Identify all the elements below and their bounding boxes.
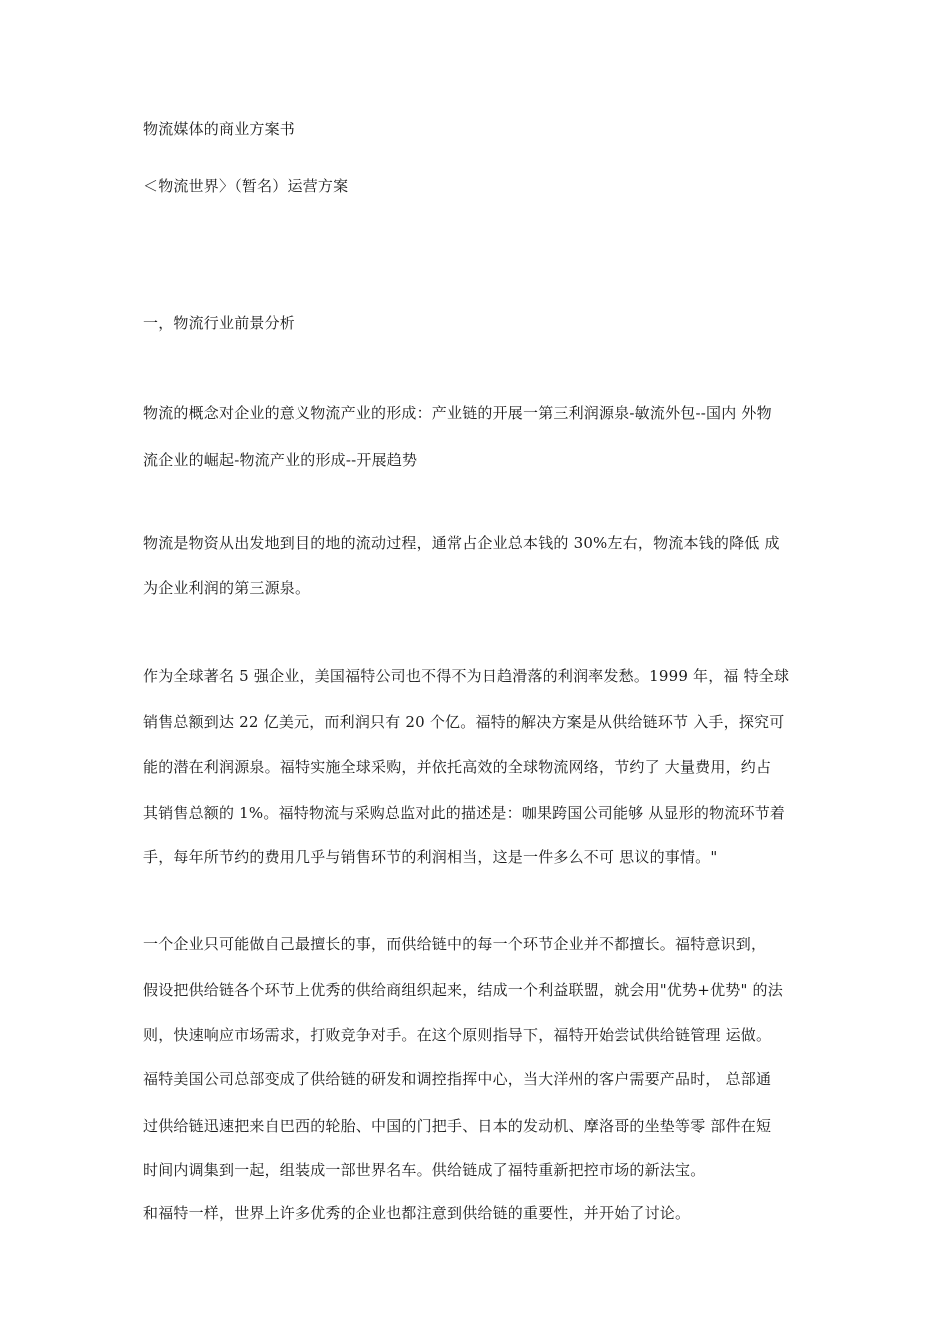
- paragraph-1-line-2: 流企业的崛起-物流产业的形成--开展趋势: [143, 451, 418, 469]
- paragraph-4-line-3: 则，快速响应市场需求，打败竞争对手。在这个原则指导下，福特开始尝试供给链管理 运做。: [143, 1026, 772, 1044]
- paragraph-4-line-1: 一个企业只可能做自己最擅长的事，而供给链中的每一个环节企业并不都擅长。福特意识到，: [143, 935, 767, 953]
- paragraph-3-line-2: 销售总额到达 22 亿美元，而利润只有 20 个亿。福特的解决方案是从供给链环节 入手，探究可: [143, 713, 785, 731]
- document-title: 物流媒体的商业方案书: [143, 120, 296, 138]
- paragraph-2-line-1: 物流是物资从出发地到目的地的流动过程，通常占企业总本钱的 30%左右，物流本钱的降低 成: [143, 534, 780, 552]
- section-heading: 一，物流行业前景分析: [143, 314, 296, 332]
- paragraph-4-line-7: 和福特一样，世界上许多优秀的企业也都注意到供给链的重要性，并开始了讨论。: [143, 1204, 691, 1222]
- paragraph-4-line-4: 福特美国公司总部变成了供给链的研发和调控指挥中心，当大洋州的客户需要产品时， 总部通: [143, 1070, 772, 1088]
- paragraph-3-line-5: 手，每年所节约的费用几乎与销售环节的利润相当，这是一件多么不可 思议的事情。": [143, 848, 718, 866]
- paragraph-3-line-3: 能的潜在利润源泉。福特实施全球采购，并依托高效的全球物流网络，节约了 大量费用，约占: [143, 758, 772, 776]
- document-subtitle: ＜物流世界〉（暂名）运营方案: [143, 177, 349, 195]
- paragraph-4-line-5: 过供给链迅速把来自巴西的轮胎、中国的门把手、日本的发动机、摩洛哥的坐垫等零 部件在短: [143, 1117, 772, 1135]
- paragraph-4-line-2: 假设把供给链各个环节上优秀的供给商组织起来，结成一个利益联盟，就会用"优势+优势" 的法: [143, 981, 783, 999]
- paragraph-2-line-2: 为企业利润的第三源泉。: [143, 579, 311, 597]
- paragraph-4-line-6: 时间内调集到一起，组装成一部世界名车。供给链成了福特重新把控市场的新法宝。: [143, 1161, 706, 1179]
- paragraph-1-line-1: 物流的概念对企业的意义物流产业的形成：产业链的开展一第三利润源泉-敏流外包--国内 外物: [143, 404, 772, 422]
- paragraph-3-line-4: 其销售总额的 1%。福特物流与采购总监对此的描述是：咖果跨国公司能够 从显形的物流环节着: [143, 804, 786, 822]
- paragraph-3-line-1: 作为全球著名 5 强企业，美国福特公司也不得不为日趋滑落的利润率发愁。1999 年，福 特全球: [143, 667, 790, 685]
